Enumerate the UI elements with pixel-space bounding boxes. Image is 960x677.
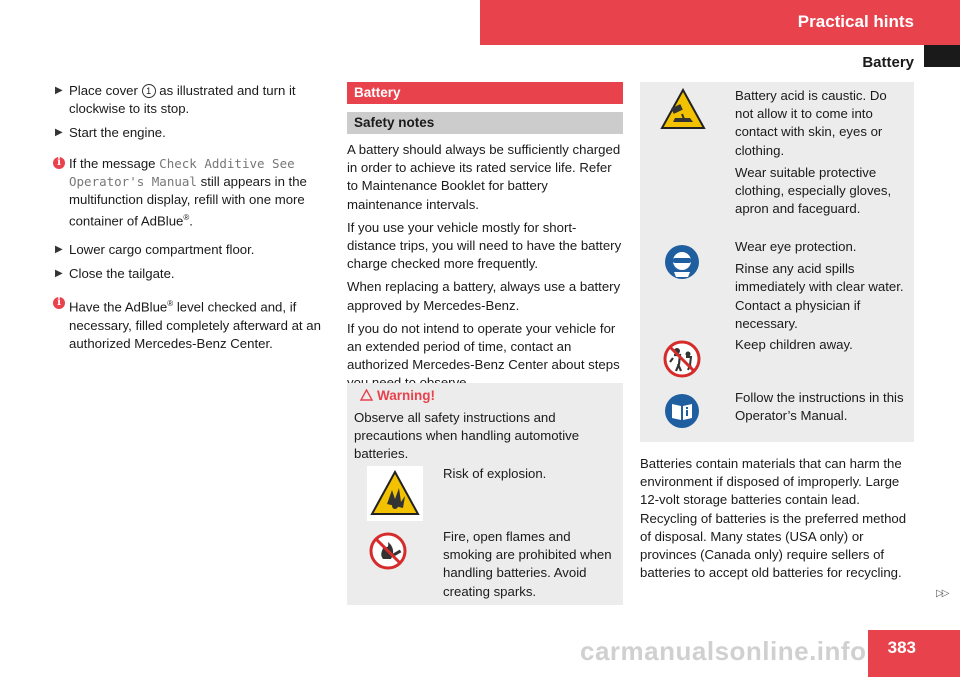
warning-triangle-icon: [360, 389, 373, 401]
display-message: Check Additive See Operator's Manual: [69, 155, 295, 189]
step-start-engine: ▶ Start the engine.: [54, 124, 329, 142]
section-title: Practical hints: [797, 12, 914, 31]
info-note-adblue-level: i Have the AdBlue® level checked and, if necessary, filled completely afterward at an authorized Mercedes-Benz Center.: [54, 295, 329, 353]
page-number-box: [868, 630, 960, 677]
section-heading-battery: Battery: [347, 82, 623, 104]
paragraph: If you do not intend to operate your vehicle for an extended period of time, contact an authorized Mercedes-Benz Center about steps: [347, 320, 620, 373]
step-place-cover: ▶ Place cover 1 as illustrated and turn it clockwise to its stop.: [55, 83, 296, 117]
callout-number: 1: [142, 84, 156, 98]
safety-row-text: Wear eye protection. Rinse any acid spills immediately with clear water. Contact a physician if necessary.: [735, 239, 904, 331]
paragraph: A battery should always be sufficiently charged in order to achieve its rated service life. Refer to Maintenance Booklet for battery maintenance intervals.: [347, 142, 621, 212]
column-middle: [347, 82, 623, 398]
warning-text: Observe all safety instructions and precautions when handling automotive batteries.: [354, 410, 580, 462]
eye-protection-icon: [664, 244, 700, 280]
safety-row-text: Keep children away.: [735, 337, 853, 352]
acid-warning-icon: [660, 88, 706, 130]
warning-box: [347, 383, 623, 605]
info-icon: i: [53, 297, 65, 309]
operators-manual-icon: [664, 393, 700, 429]
continue-arrows-icon: ▷▷: [936, 588, 948, 599]
step-arrow-icon: ▶: [55, 243, 63, 255]
warning-row-text: Risk of explosion.: [443, 466, 547, 481]
recycling-paragraph: Batteries contain materials that can harm the environment if disposed of improperly. Large 12-volt storage batteries contain lead. Recycling of batteries is the preferred method of disposal. Many states (USA only) or provinces (Canada only) require sellers of batteries to accept old batteries for recycling.: [640, 456, 907, 581]
step-arrow-icon: ▶: [55, 85, 63, 96]
safety-symbols-box: [640, 82, 914, 442]
subsection-title: Battery: [862, 54, 914, 71]
subsection-heading-safety: Safety notes: [347, 112, 623, 134]
explosion-warning-icon: [367, 466, 423, 521]
column-left: [54, 82, 329, 363]
no-fire-icon: [369, 532, 407, 570]
step-lower-floor: ▶ Lower cargo compartment floor.: [54, 241, 329, 259]
safety-row-text: Follow the instructions in this Operator’s Manual.: [735, 390, 904, 424]
info-note-adblue-refill: i If the message Check Additive See Operator's Manual still appears in the multifunction display, refill with one more container of AdBlue®.: [54, 155, 329, 231]
watermark: carmanualsonline.info: [580, 636, 867, 666]
step-close-tailgate: ▶ Close the tailgate.: [54, 265, 329, 283]
step-arrow-icon: ▶: [55, 268, 63, 280]
page-number: 383: [887, 638, 916, 657]
warning-heading: Warning!: [360, 388, 435, 403]
keep-children-away-icon: [663, 340, 701, 378]
warning-row-text: Fire, open flames and smoking are prohibited when handling batteries. Avoid creating sparks.: [443, 529, 612, 599]
paragraph: If you use your vehicle mostly for short-distance trips, you will need to have the battery charge checked more frequently.: [347, 219, 622, 272]
header-tab-marker: [924, 45, 960, 67]
step-arrow-icon: ▶: [55, 127, 63, 139]
info-icon: i: [53, 157, 65, 169]
safety-row-text: Battery acid is caustic. Do not allow it to come into contact with skin, eyes or clothing. Wear suitable protective clothing, especially gloves, apron and faceguard.: [735, 88, 892, 217]
paragraph: When replacing a battery, always use a battery approved by Mercedes-Benz.: [347, 279, 621, 313]
